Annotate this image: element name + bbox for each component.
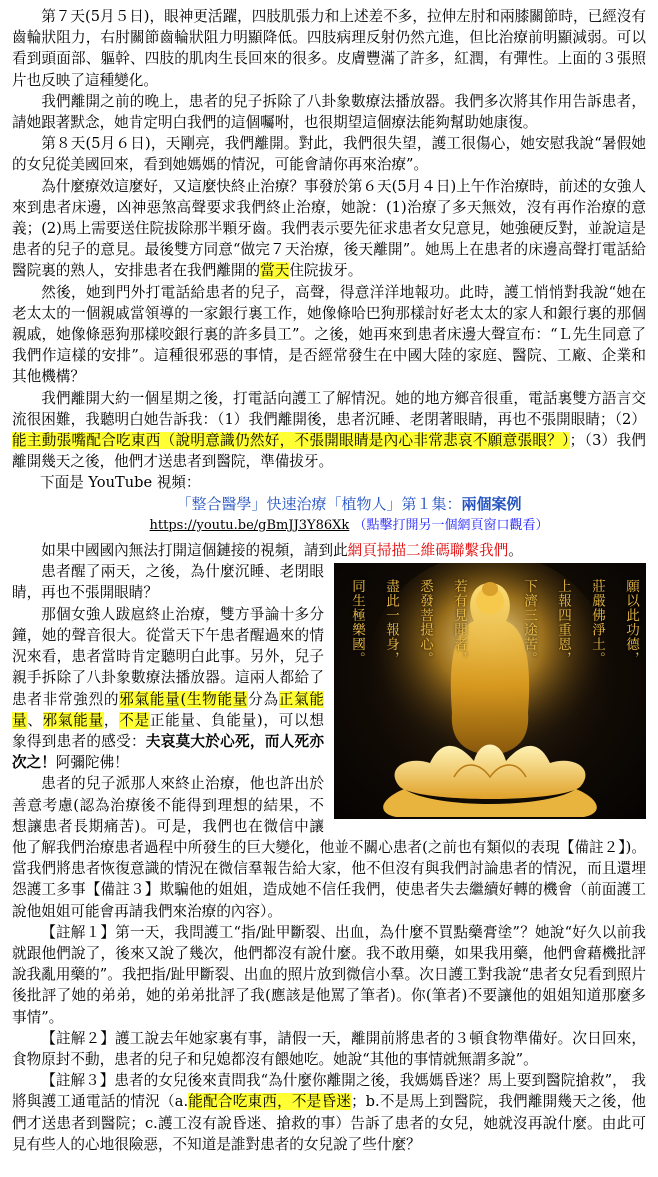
highlight-can-eat: 能主動張嘴配合吃東西（說明意識仍然好，不張開眼睛是內心非常悲哀不願意張眼？） — [12, 432, 570, 450]
youtube-link-line — [52, 515, 646, 536]
paragraph-day8: 第８天(5月６日)，天剛亮，我們離開。對此，我們很失望，護工很傷心，她安慰我說“暑假她的女兒從美國回來，看到她媽媽的情況，可能會請你再來治療”。 — [12, 135, 646, 174]
qr-contact-link[interactable]: 網頁掃描二維碼聯繫我們 — [347, 542, 509, 560]
verse-column-2: 莊嚴佛淨土。 — [589, 579, 605, 667]
bold-quote: 夫哀莫大於心死，而人死亦次之！ — [12, 732, 324, 772]
youtube-video-title[interactable]: 「整合醫學」快速治療「植物人」第１集：兩個案例 — [176, 494, 522, 513]
verse-column-8: 同生極樂國。 — [349, 579, 365, 667]
golden-buddha-image — [334, 563, 646, 819]
highlight-negative-energy: 邪氣能量 — [42, 711, 104, 729]
youtube-link[interactable]: https://youtu.be/gBmJJ3Y86Xk — [149, 517, 350, 533]
paragraph-china-access: 如果中國國內無法打開這個鏈接的視頻，請到此網頁掃描二維碼聯繫我們。 — [41, 542, 523, 560]
verse-column-3: 上報四重恩， — [555, 579, 571, 667]
paragraph-why-stopped: 為什麼療效這麼好，又這麼快終止治療？事發於第６天(5月４日)上午作治療時，前述的女強人來到患者床邊，凶神惡煞高聲要求我們終止治療，她說：(1)治療了多天無效，沒有再作治療的意義；(2)馬上需要送住院拔除那半顆牙齒。我們表示要先征求患者女兒意見，她強硬反對，並說這是患者的兒子的意見。最後雙方同意“做完７天治療，後天離開”。她馬上在患者的床邊高聲打電話給醫院裏的熟人，安排患者在我們離開的當天住院拔牙。 — [12, 177, 646, 280]
verse-column-5: 若有見聞者， — [451, 579, 467, 667]
verse-column-7: 盡此一報身， — [383, 579, 399, 667]
note-2: 【註解２】護工說去年她家裏有事，請假一天，離開前將患者的３頓食物準備好。次日回來，食物原封不動，患者的兒子和兒媳都沒有餵她吃。她說“其他的事情就無謂多說”。 — [12, 1029, 646, 1068]
highlight-same-day: 當天 — [260, 262, 290, 280]
verse-column-4: 下濟三途苦。 — [521, 579, 537, 667]
highlight-not: 不是 — [119, 711, 150, 729]
youtube-link-note: （點擊打開另一個網頁窗口觀看） — [353, 517, 549, 533]
paragraph-day7: 第７天(5月５日)，眼神更活躍，四肢肌張力和上述差不多，拉伸左肘和兩膝關節時，已經沒有齒輪狀阻力，右肘關節齒輪狀阻力明顯降低。四肢病理反射仍然亢進，但比治療前明顯減弱。可以看到頭面部、軀幹、四肢的肌肉生長回來的很多。皮膚豐滿了許多，紅潤，有彈性。上面的３張照片也反映了這種變化。 — [12, 8, 646, 89]
highlight-not-coma: 能配合吃東西，不是昏迷 — [188, 1093, 352, 1111]
paragraph-son: 患者的兒子派那人來終止治療，他也許出於善意考慮(認為治療後不能得到理想的結果，不想讓患者長期痛苦)。可是，我們也在微信中讓他了解我們治療患者過程中所發生的巨大變化，他並不關心患者(之前也有類似的表現【備註２】)。當我們將患者恢復意識的情況在微信羣報告給大家，他不但沒有與我們討論患者的情況，而且還埋怨護工多事【備註３】欺騙他的姐姐，造成她不信任我們，使患者失去繼續好轉的機會（前面護工說他姐姐可能會再請我們來治療的內容）。 — [12, 775, 646, 920]
highlight-positive-energy: 正氣能量 — [12, 690, 324, 729]
youtube-intro: 下面是 YouTube 視頻： — [40, 474, 201, 492]
paragraph-week-later: 我們離開大約一個星期之後，打電話向護工了解情況。她的地方鄉音很重，電話裏雙方語言交流很困難，我聽明白她告訴我：（1）我們離開後，患者沉睡、老閉著眼睛，再也不張開眼睛；（2）能主動張嘴配合吃東西（說明意識仍然好，不張開眼睛是內心非常悲哀不願意張眼？）；（3）我們離開幾天之後，他們才送患者到醫院，準備拔牙。 — [12, 389, 646, 471]
paragraph-player-removed: 我們離開之前的晚上，患者的兒子拆除了八卦象數療法播放器。我們多次將其作用告訴患者，請她跟著默念，她肯定明白我們的這個囑咐，也很期望這個療法能夠幫助她康復。 — [12, 92, 646, 132]
note-3: 【註解３】患者的女兒後來責問我“為什麼你離開之後，我媽媽昏迷？馬上要到醫院搶救”， 我將與護工通電話的情況（a.能配合吃東西，不是昏迷；b.不是馬上到醫院，我們離開幾天之後，他們才送患者到醫院；c.護工沒有說昏迷、搶救的事）告訴了患者的女兒，她就沒再說什麼。由此可見有些人的心地很險惡，不知道是誰對患者的女兒說了些什麼？ — [12, 1072, 646, 1153]
note-1: 【註解１】第一天，我問護工“指/趾甲斷裂、出血，為什麼不買點藥膏塗”？她說“好久以前我就跟他們說了，後來又說了幾次，他們都沒有說什麼。我不敢用藥，如果我用藥，他們會藉機批評說我亂用藥的”。我把指/趾甲斷裂、出血的照片放到微信小羣。次日護工對我說“患者女兒看到照片後批評了她的弟弟，她的弟弟批評了我(應該是他罵了筆者)。你(筆者)不要讓他的姐姐知道那麼多事情”。 — [12, 923, 646, 1026]
verse-column-1: 願以此功德， — [623, 579, 639, 667]
highlight-evil-energy: 邪氣能量(生物能量 — [119, 690, 249, 708]
paragraph-phone-call: 然後，她到門外打電話給患者的兒子，高聲，得意洋洋地報功。此時，護工悄悄對我說“她在老太太的一個親戚當領導的一家銀行裏工作，她像條哈巴狗那樣討好老太太的家人和銀行裏的那個親戚，她像條惡狗那樣咬銀行裏的許多員工”。之後，她再來到患者床邊大聲宣布：“Ｌ先生同意了我們作這樣的安排”。這種很邪惡的事情，是否經常發生在中國大陸的家庭、醫院、工廠、企業和其他機構？ — [12, 283, 646, 386]
paragraph-evil-energy: 那個女強人跋扈終止治療，雙方爭論十多分鐘，她的聲音很大。從當天下午患者醒過來的情況來看，患者當時肯定聽明白此事。另外，兒子親手拆除了八卦象數療法播放器。這兩人都給了患者非常強烈的邪氣能量(生物能量分為正氣能量、邪氣能量，不是正能量、負能量)，可以想象得到患者的感受：夫哀莫大於心死，而人死亦次之！阿彌陀佛！ — [12, 605, 324, 772]
paragraph-why-sleep: 患者醒了兩天，之後，為什麼沉睡、老閉眼睛，再也不張開眼睛？ — [12, 563, 324, 602]
verse-column-6: 悉發菩提心。 — [417, 579, 433, 667]
